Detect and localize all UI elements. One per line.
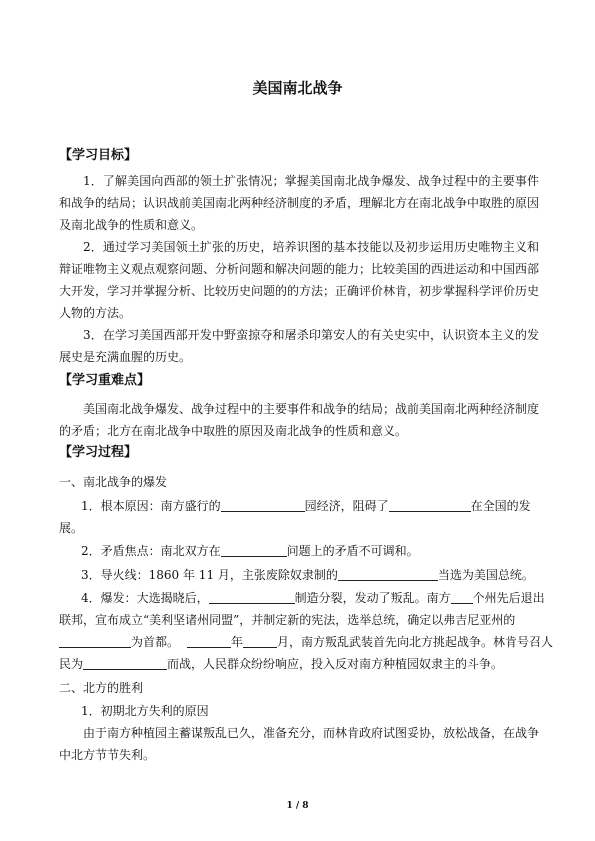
item3-line [81, 564, 534, 586]
item4-text-g: 月，南方叛乱武装首先向北方挑起战争。林肯号召人 [277, 635, 554, 649]
item2-text-b: 问题上的矛盾不可调和。 [286, 544, 419, 558]
section-heading-keypoints: 【学习重难点】 [59, 373, 151, 388]
item4-text-a: 4．爆发：大选揭晓后， [81, 591, 209, 605]
item1-text-c: 在全国的发 [470, 499, 531, 513]
item4-line-2: 联邦，宣布成立“美利坚诸州同盟”，并制定新的宪法，选举总统，确定以弗吉尼亚州的 [59, 613, 516, 627]
keypoints-paragraph: 美国南北战争爆发、战争过程中的主要事件和战争的结局；战前美国南北两种经济制度的矛盾；北方在南北战争中取胜的原因及南北战争的性质和意义。 [59, 402, 540, 438]
item4-text-c: 个州先后退出 [472, 591, 545, 605]
part2-title: 二、北方的胜利 [59, 681, 144, 695]
item4-line-1 [81, 587, 545, 609]
item3-text-b: 当选为美国总统。 [437, 568, 534, 582]
sub1-paragraph: 由于南方种植园主蓄谋叛乱已久，准备充分，而林肯政府试图妥协，放松战备，在战争中北方节节失利。 [59, 726, 540, 762]
blank-capital[interactable] [59, 632, 131, 648]
item1-line [81, 495, 531, 517]
blank-year[interactable] [187, 632, 231, 648]
item4-text-e: 为首都。 [131, 635, 180, 649]
goals-paragraph-2: 2．通过学习美国领土扩张的历史，培养识图的基本技能以及初步运用历史唯物主义和辩证唯物主义观点观察问题、分析问题和解决问题的能力；比较美国的西进运动和中国西部大开发，学习并掌握分析、比较历史问题的的方法；正确评价林肯，初步掌握科学评价历史人物的方法。 [59, 240, 540, 320]
item4-line-4 [59, 653, 503, 675]
blank-contradiction-issue[interactable] [221, 541, 287, 557]
item4-text-h: 民为 [59, 657, 84, 671]
sub1-title: 1．初期北方失利的原因 [81, 704, 209, 718]
item4-line-3 [59, 631, 553, 653]
blank-president[interactable] [338, 565, 438, 581]
section-heading-process: 【学习过程】 [59, 445, 138, 460]
page-title: 美国南北战争 [252, 79, 343, 97]
blank-fight-for[interactable] [83, 654, 167, 670]
item4-text-i: 而战，人民群众纷纷响应，投入反对南方种植园奴隶主的斗争。 [167, 657, 504, 671]
item3-text-a: 3．导火线：1860 年 11 月，主张废除奴隶制的 [81, 568, 338, 582]
blank-state-count[interactable] [451, 588, 473, 604]
page-number: 1 / 8 [286, 801, 309, 811]
part1-title: 一、南北战争的爆发 [59, 475, 168, 489]
goals-paragraph-1: 1．了解美国向西部的领土扩张情况；掌握美国南北战争爆发、战争过程中的主要事件和战争的结局；认识战前美国南北两种经济制度的矛盾，理解北方在南北战争中取胜的原因及南北战争的性质和意义。 [59, 174, 540, 232]
item1-cont: 展。 [59, 521, 84, 535]
item2-text-a: 2．矛盾焦点：南北双方在 [81, 544, 221, 558]
blank-month[interactable] [243, 632, 277, 648]
blank-economy-type[interactable] [221, 496, 305, 512]
item4-text-f: 年 [231, 635, 244, 649]
item1-text-b: 园经济，阻碍了 [304, 499, 389, 513]
blank-hindered[interactable] [389, 496, 471, 512]
section-heading-goals: 【学习目标】 [59, 148, 138, 163]
item1-text-a: 1．根本原因：南方盛行的 [81, 499, 221, 513]
goals-paragraph-3: 3．在学习美国西部开发中野蛮掠夺和屠杀印第安人的有关史实中，认识资本主义的发展史是充满血腥的历史。 [59, 328, 539, 364]
item2-line [81, 540, 419, 562]
item4-text-b: 制造分裂，发动了叛乱。南方 [294, 591, 451, 605]
blank-secessionists[interactable] [209, 588, 295, 604]
